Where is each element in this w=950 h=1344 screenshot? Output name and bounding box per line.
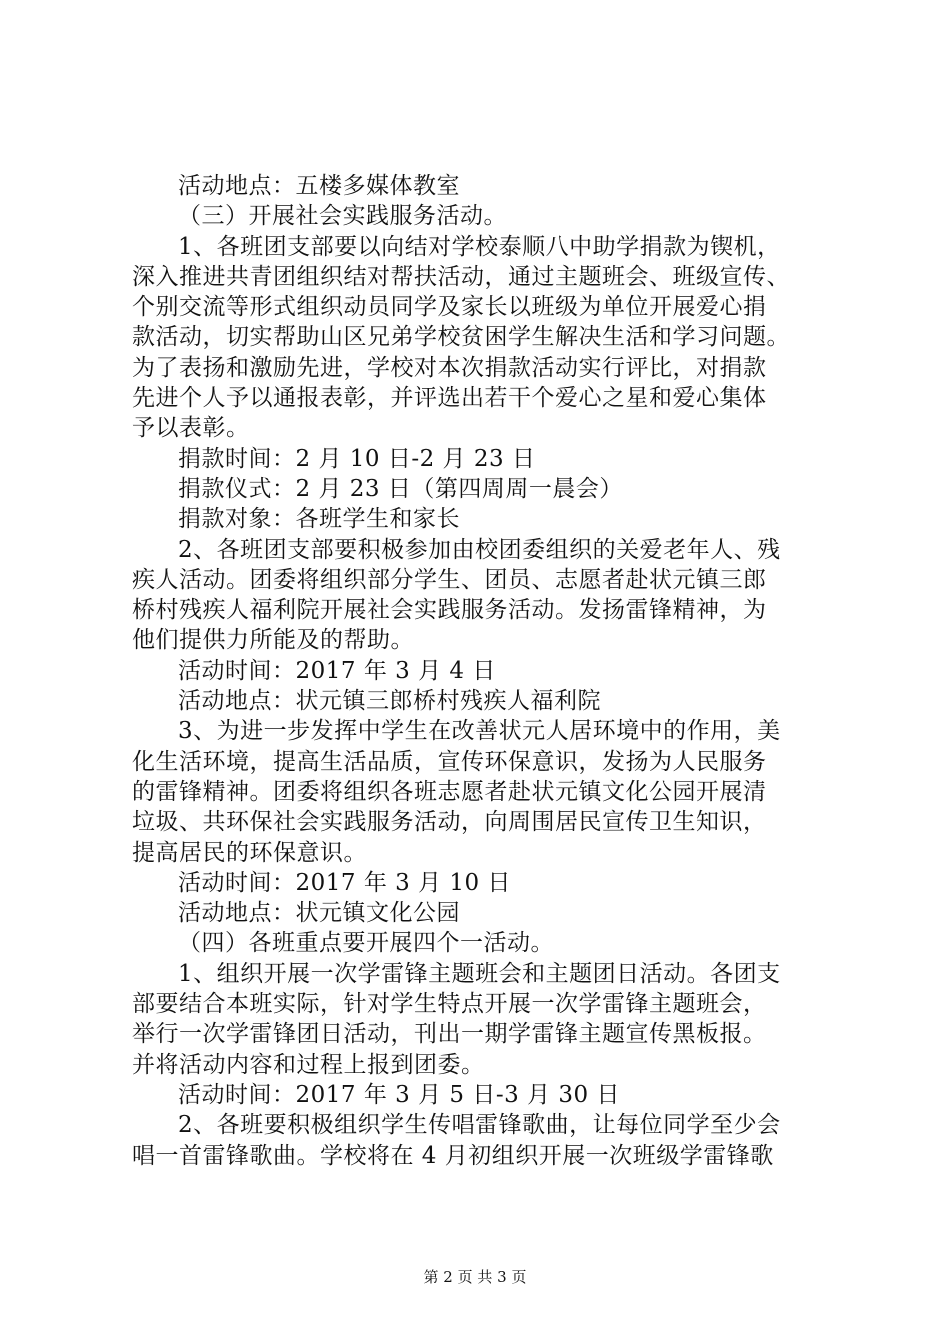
text-line: 活动时间：2017 年 3 月 5 日-3 月 30 日 (178, 1081, 620, 1108)
text-line: 的雷锋精神。团委将组织各班志愿者赴状元镇文化公园开展清 (132, 778, 767, 805)
text-line: 活动地点：状元镇三郎桥村残疾人福利院 (178, 688, 601, 715)
text-line: 部要结合本班实际，针对学生特点开展一次学雷锋主题班会， (132, 991, 767, 1018)
text-line: 疾人活动。团委将组织部分学生、团员、志愿者赴状元镇三郎 (132, 566, 767, 593)
text-line: 他们提供力所能及的帮助。 (132, 627, 414, 654)
text-line: 活动地点：状元镇文化公园 (178, 900, 460, 927)
text-line: 举行一次学雷锋团日活动，刊出一期学雷锋主题宣传黑板报。 (132, 1021, 767, 1048)
text-line: 桥村残疾人福利院开展社会实践服务活动。发扬雷锋精神，为 (132, 597, 767, 624)
text-line: 款活动，切实帮助山区兄弟学校贫困学生解决生活和学习问题。 (132, 324, 790, 351)
text-line: 3、为进一步发挥中学生在改善状元人居环境中的作用，美 (178, 718, 781, 745)
text-line: 1、各班团支部要以向结对学校泰顺八中助学捐款为锲机， (178, 233, 781, 260)
document-body (132, 171, 832, 1171)
text-line: 化生活环境，提高生活品质，宣传环保意识，发扬为人民服务 (132, 748, 767, 775)
text-line: （三）开展社会实践服务活动。 (178, 203, 507, 230)
page-footer: 第 2 页 共 3 页 (423, 1268, 527, 1286)
text-line: 深入推进共青团组织结对帮扶活动，通过主题班会、班级宣传、 (132, 263, 790, 290)
text-line: 捐款对象：各班学生和家长 (178, 506, 460, 533)
text-line: 2、各班团支部要积极参加由校团委组织的关爱老年人、残 (178, 536, 781, 563)
text-line: 活动时间：2017 年 3 月 10 日 (178, 869, 511, 896)
text-line: 先进个人予以通报表彰，并评选出若干个爱心之星和爱心集体 (132, 385, 767, 412)
text-line: 唱一首雷锋歌曲。学校将在 4 月初组织开展一次班级学雷锋歌 (132, 1142, 774, 1169)
text-line: 活动地点：五楼多媒体教室 (178, 173, 460, 199)
text-line: 2、各班要积极组织学生传唱雷锋歌曲，让每位同学至少会 (178, 1112, 781, 1139)
text-line: 捐款仪式：2 月 23 日（第四周周一晨会） (178, 475, 623, 502)
text-line: 捐款时间：2 月 10 日-2 月 23 日 (178, 445, 536, 472)
text-line: 垃圾、共环保社会实践服务活动，向周围居民宣传卫生知识， (132, 809, 767, 836)
text-line: 1、组织开展一次学雷锋主题班会和主题团日活动。各团支 (178, 960, 781, 987)
text-line: 予以表彰。 (132, 415, 250, 442)
text-line: 提高居民的环保意识。 (132, 839, 367, 866)
text-line: 活动时间：2017 年 3 月 4 日 (178, 657, 496, 684)
text-line: 为了表扬和激励先进，学校对本次捐款活动实行评比，对捐款 (132, 354, 767, 381)
text-line: 个别交流等形式组织动员同学及家长以班级为单位开展爱心捐 (132, 294, 767, 321)
text-line: 并将活动内容和过程上报到团委。 (132, 1051, 485, 1078)
text-line: （四）各班重点要开展四个一活动。 (178, 930, 554, 957)
